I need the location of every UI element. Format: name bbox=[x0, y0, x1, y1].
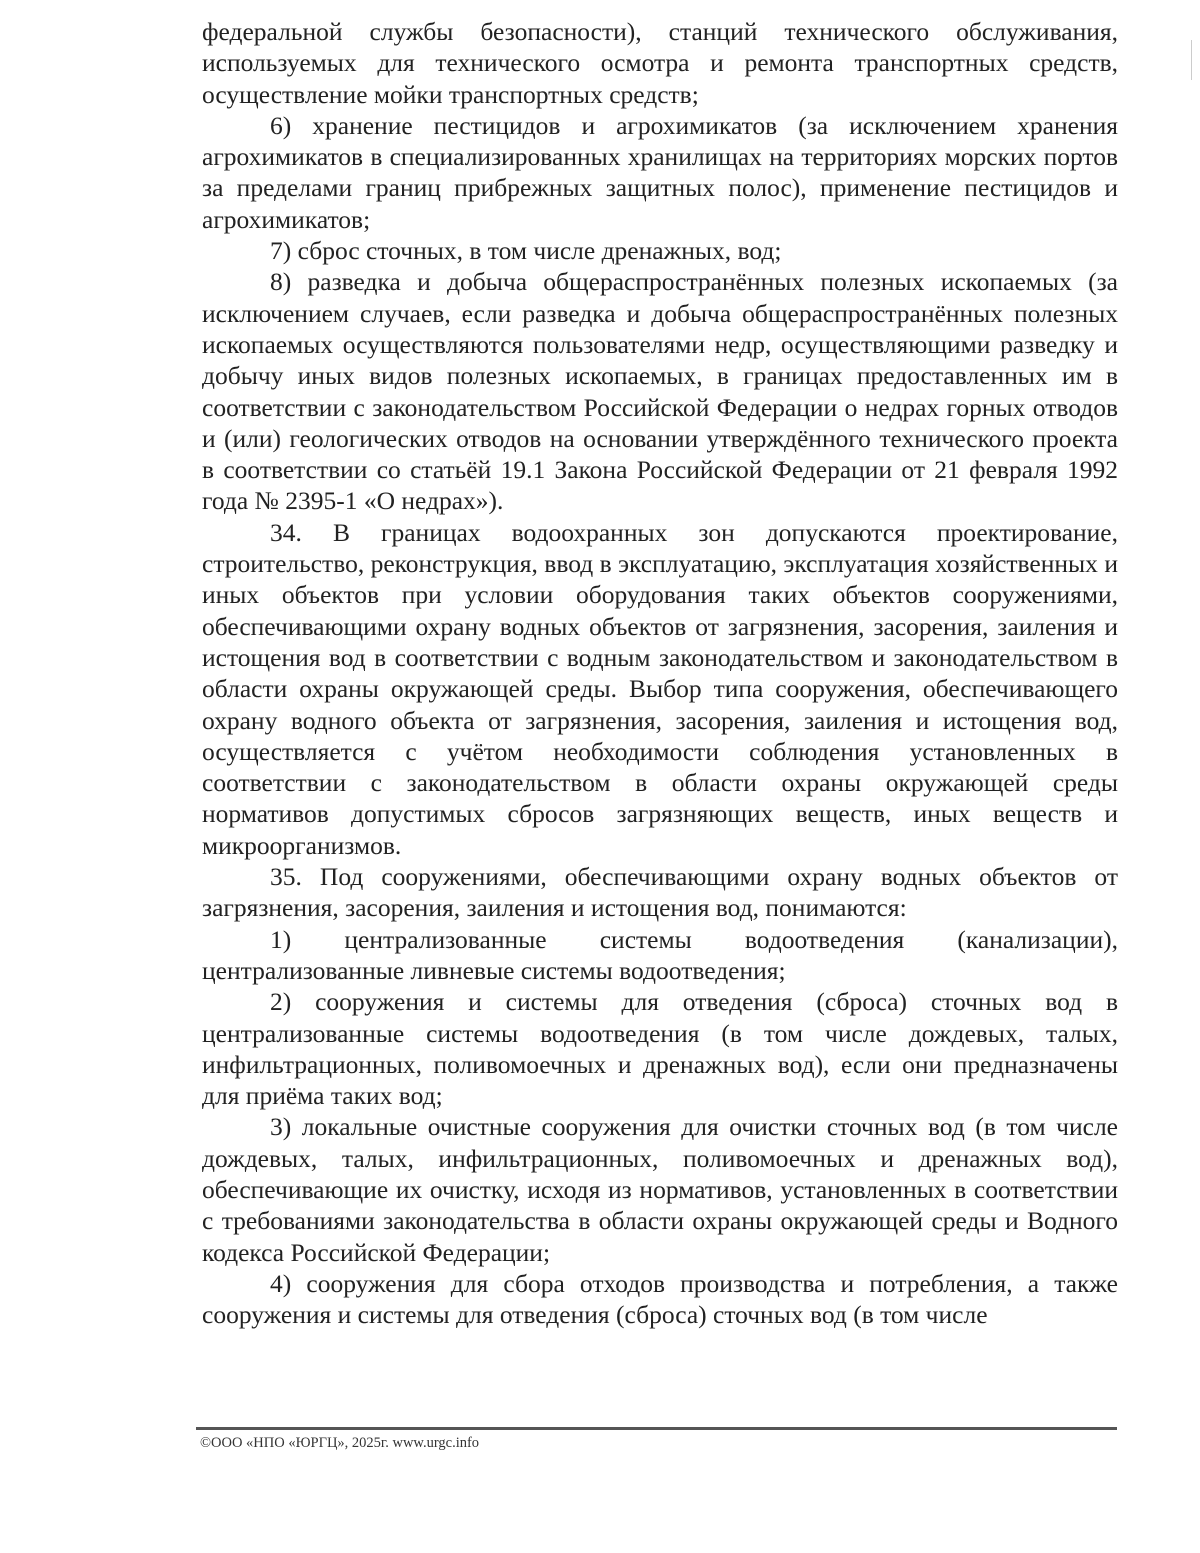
scan-edge-mark bbox=[1191, 40, 1192, 80]
list-item-8: 8) разведка и добыча общераспространённых полезных ископаемых (за исключением случаев, если разведка и добыча общераспространённых полезных ископаемых осуществляются пользователями недр, осуществляющими разведку и добычу иных видов полезных ископаемых, в границах предоставленных им в соответствии с законодательством Российской Федерации о недрах горных отводов и (или) геологических отводов на основании утверждённого технического проекта в соответствии со статьёй 19.1 Закона Российской Федерации от 21 февраля 1992 года № 2395-1 «О недрах»). bbox=[202, 267, 1118, 516]
list-item-2: 2) сооружения и системы для отведения (сброса) сточных вод в централизованные системы водоотведения (в том числе дождевых, талых, инфильтрационных, поливомоечных и дренажных вод), если они предназначены для приёма таких вод; bbox=[202, 987, 1118, 1111]
clause-35: 35. Под сооружениями, обеспечивающими охрану водных объектов от загрязнения, засорения, заиления и истощения вод, понимаются: bbox=[202, 862, 1118, 923]
list-item-4: 4) сооружения для сбора отходов производства и потребления, а также сооружения и системы для отведения (сброса) сточных вод (в том числе bbox=[202, 1268, 1118, 1330]
list-item-6: 6) хранение пестицидов и агрохимикатов (за исключением хранения агрохимикатов в специализированных хранилищах на территориях морских портов за пределами границ прибрежных защитных полос), применение пестицидов и агрохимикатов; bbox=[202, 110, 1118, 234]
list-item-3: 3) локальные очистные сооружения для очистки сточных вод (в том числе дождевых, талых, инфильтрационных, поливомоечных и дренажных вод), обеспечивающие их очистку, исходя из нормативов, установленных в соответствии с требованиями законодательства в области охраны окружающей среды и Водного кодекса Российской Федерации; bbox=[202, 1112, 1118, 1267]
paragraph-continuation: федеральной службы безопасности), станций технического обслуживания, используемых для технического осмотра и ремонта транспортных средств, осуществление мойки транспортных средств; bbox=[202, 17, 1118, 109]
clause-34: 34. В границах водоохранных зон допускаются проектирование, строительство, реконструкция, ввод в эксплуатацию, эксплуатация хозяйственных и иных объектов при условии оборудования таких объектов сооружениями, обеспечивающими охрану водных объектов от загрязнения, засорения, заиления и истощения вод в соответствии с водным законодательством и законодательством в области охраны окружающей среды. Выбор типа сооружения, обеспечивающего охрану водного объекта от загрязнения, засорения, заиления и истощения вод, осуществляется с учётом необходимости соблюдения установленных в соответствии с законодательством в области охраны окружающей среды нормативов допустимых сбросов загрязняющих веществ, иных веществ и микроорганизмов. bbox=[202, 517, 1118, 860]
list-item-7: 7) сброс сточных, в том числе дренажных, вод; bbox=[270, 236, 782, 266]
document-body bbox=[202, 16, 1118, 1330]
footer-divider bbox=[196, 1427, 1117, 1430]
footer-copyright: ©ООО «НПО «ЮРГЦ», 2025г. www.urgc.info bbox=[200, 1435, 480, 1451]
list-item-1: 1) централизованные системы водоотведения (канализации), централизованные ливневые системы водоотведения; bbox=[202, 924, 1118, 985]
